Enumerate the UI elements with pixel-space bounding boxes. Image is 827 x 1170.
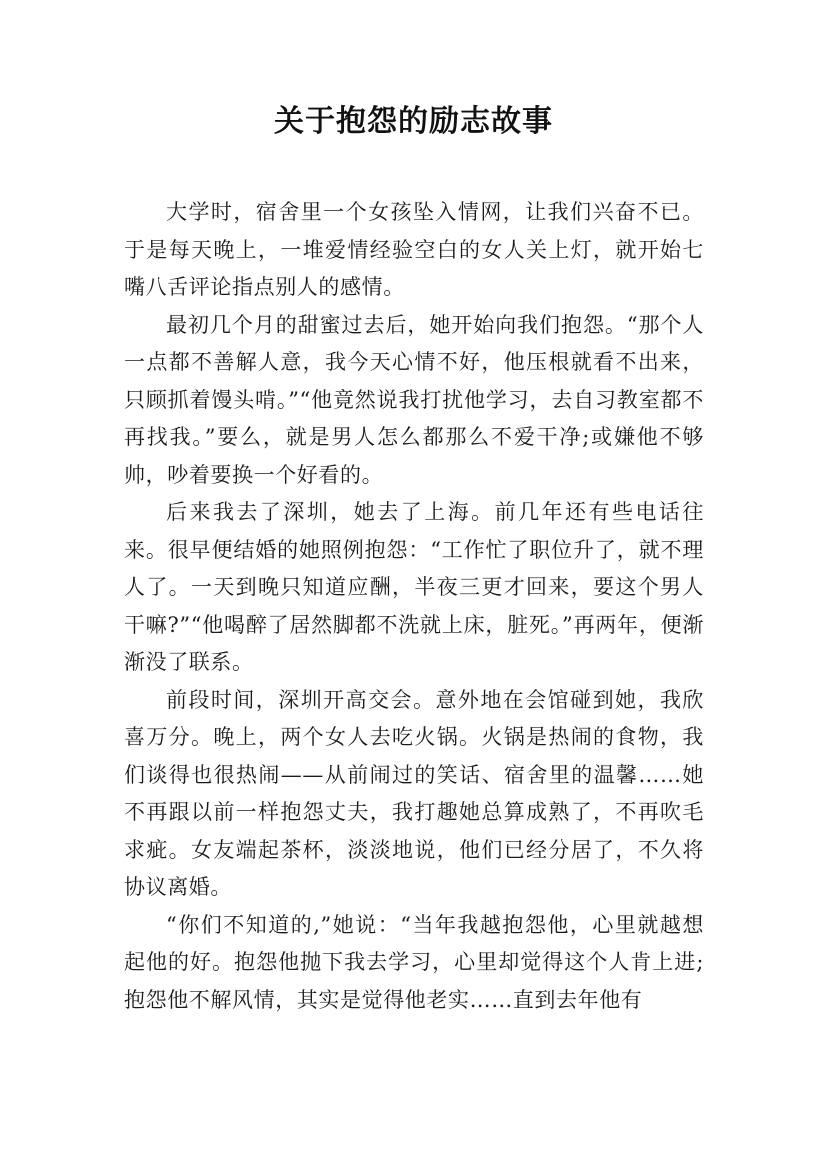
document-body <box>124 194 704 1019</box>
document-title: 关于抱怨的励志故事 <box>274 104 553 139</box>
paragraph: 前段时间，深圳开高交会。意外地在会馆碰到她，我欣喜万分。晚上，两个女人去吃火锅。火锅是热闹的食物，我们谈得也很热闹——从前闹过的笑话、宿舍里的温馨……她不再跟以前一样抱怨丈夫，我打趣她总算成熟了，不再吹毛求疵。女友端起茶杯，淡淡地说，他们已经分居了，不久将协议离婚。 <box>124 687 704 899</box>
paragraph: 后来我去了深圳，她去了上海。前几年还有些电话往来。很早便结婚的她照例抱怨：“工作忙了职位升了，就不理人了。一天到晚只知道应酬，半夜三更才回来，要这个男人干嘛?”“他喝醉了居然脚都不洗就上床，脏死。”再两年，便渐渐没了联系。 <box>124 500 704 674</box>
paragraph: “你们不知道的,”她说：“当年我越抱怨他，心里就越想起他的好。抱怨他抛下我去学习，心里却觉得这个人肯上进;抱怨他不解风情，其实是觉得他老实……直到去年他有 <box>124 912 704 1012</box>
paragraph: 大学时，宿舍里一个女孩坠入情网，让我们兴奋不已。于是每天晚上，一堆爱情经验空白的女人关上灯，就开始七嘴八舌评论指点别人的感情。 <box>124 200 704 299</box>
paragraph: 最初几个月的甜蜜过去后，她开始向我们抱怨。“那个人一点都不善解人意，我今天心情不好，他压根就看不出来，只顾抓着馒头啃。”“他竟然说我打扰他学习，去自习教室都不再找我。”要么，就是男人怎么都那么不爱干净;或嫌他不够帅，吵着要换一个好看的。 <box>124 312 704 487</box>
